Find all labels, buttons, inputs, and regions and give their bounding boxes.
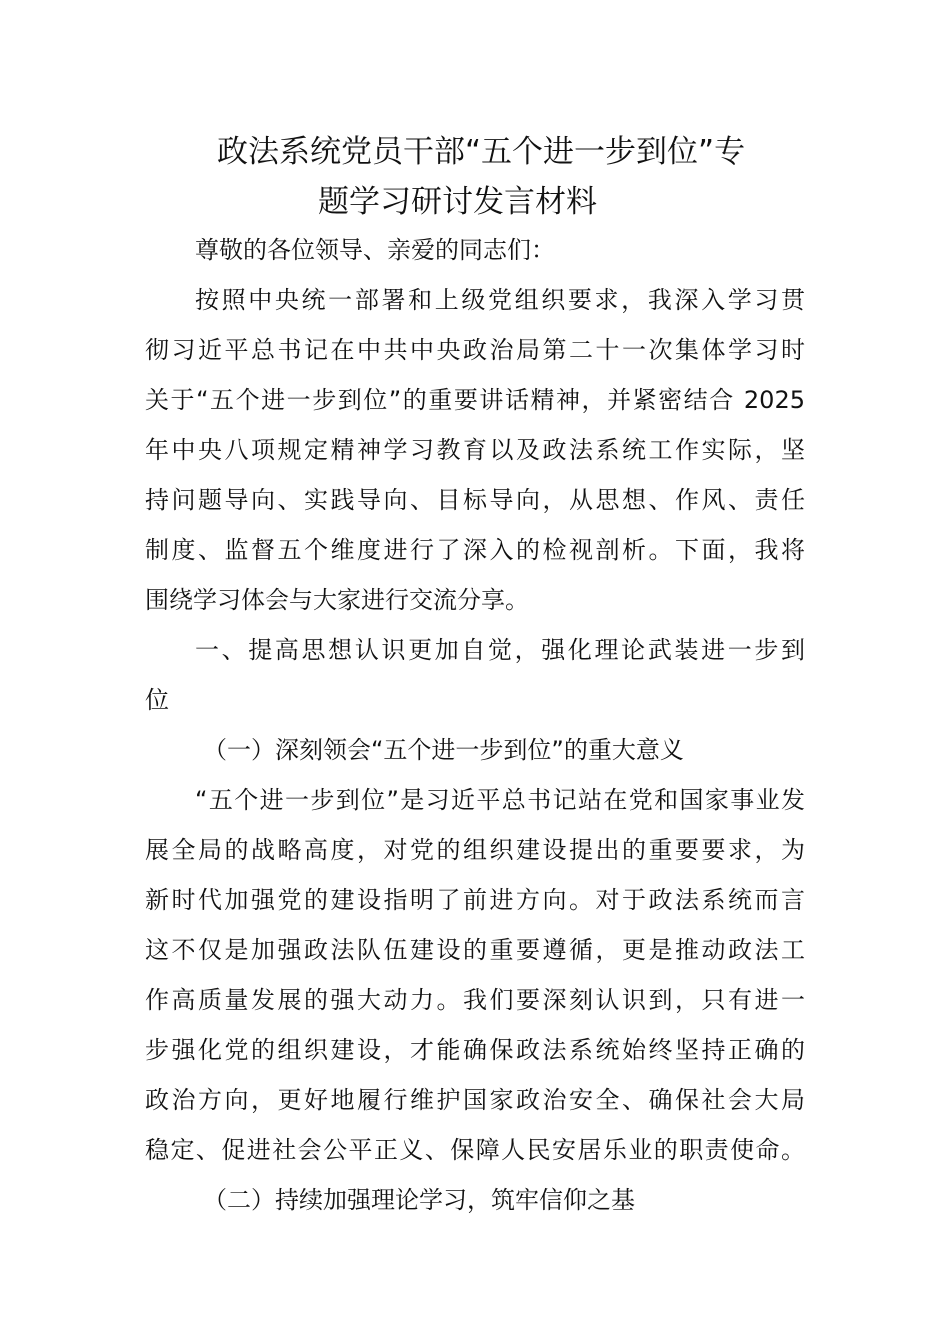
paragraph-1-line-1: 按照中央统一部署和上级党组织要求，我深入学习贯 xyxy=(195,286,805,314)
paragraph-2-line-3: 新时代加强党的建设指明了前进方向。对于政法系统而言 xyxy=(145,886,805,914)
paragraph-1-line-4: 年中央八项规定精神学习教育以及政法系统工作实际，坚 xyxy=(145,436,805,464)
paragraph-2-line-8: 稳定、促进社会公平正义、保障人民安居乐业的职责使命。 xyxy=(145,1136,805,1164)
paragraph-2-line-4: 这不仅是加强政法队伍建设的重要遵循，更是推动政法工 xyxy=(145,936,805,964)
paragraph-1-line-3: 关于“五个进一步到位”的重要讲话精神，并紧密结合 2025 xyxy=(145,386,805,414)
paragraph-2-line-1: “五个进一步到位”是习近平总书记站在党和国家事业发 xyxy=(195,786,805,814)
heading-1-line-1: 一、提高思想认识更加自觉，强化理论武装进一步到 xyxy=(195,636,805,664)
paragraph-2-line-7: 政治方向，更好地履行维护国家政治安全、确保社会大局 xyxy=(145,1086,805,1114)
subheading-1: （一）深刻领会“五个进一步到位”的重大意义 xyxy=(203,736,684,764)
paragraph-1-line-7: 围绕学习体会与大家进行交流分享。 xyxy=(145,586,529,614)
paragraph-2-line-6: 步强化党的组织建设，才能确保政法系统始终坚持正确的 xyxy=(145,1036,805,1064)
paragraph-2-line-2: 展全局的战略高度，对党的组织建设提出的重要要求，为 xyxy=(145,836,805,864)
document-title-line-1: 政法系统党员干部“五个进一步到位”专 xyxy=(217,134,746,170)
paragraph-1-line-5: 持问题导向、实践导向、目标导向，从思想、作风、责任 xyxy=(145,486,805,514)
paragraph-1-line-2: 彻习近平总书记在中共中央政治局第二十一次集体学习时 xyxy=(145,336,805,364)
paragraph-1-line-6: 制度、监督五个维度进行了深入的检视剖析。下面，我将 xyxy=(145,536,805,564)
salutation: 尊敬的各位领导、亲爱的同志们： xyxy=(195,236,555,264)
paragraph-2-line-5: 作高质量发展的强大动力。我们要深刻认识到，只有进一 xyxy=(145,986,805,1014)
subheading-2: （二）持续加强理论学习，筑牢信仰之基 xyxy=(203,1186,635,1214)
document-title-line-2: 题学习研讨发言材料 xyxy=(318,184,597,220)
heading-1-line-2: 位 xyxy=(145,686,169,714)
